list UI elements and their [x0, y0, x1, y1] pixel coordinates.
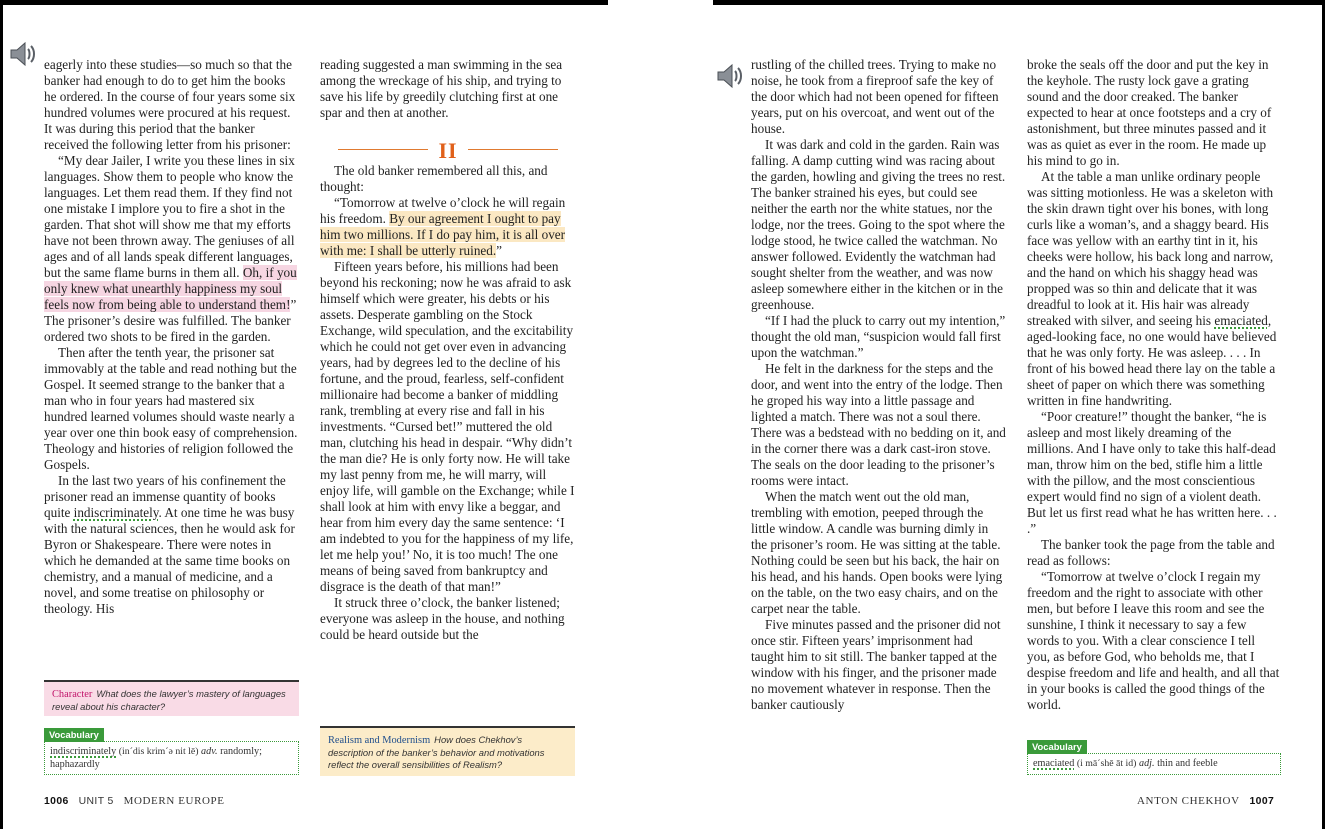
left-column-1 [44, 57, 300, 617]
paragraph: eagerly into these studies—so much so that the banker had enough to do to get him the books he ordered. In the course of four years some six hundred volumes were procured at his request. It was during this period that the banker received the following letter from his prisoner: [44, 57, 296, 152]
chapter-number: II [438, 138, 458, 163]
paragraph: When the match went out the old man, trembling with emotion, peeped through the little window. A candle was burning dimly in the prisoner’s room. He was sitting at the table. Nothing could be seen but his back, the hair on his head, and his hands. Open books were lying on the table, on the two easy chairs, and on the carpet near the table. [751, 489, 1003, 616]
highlighted-passage[interactable]: Oh, if you only knew what unearthly happiness my soul feels now from being able to understand them! [44, 265, 297, 312]
callout-category: Realism and Modernism [328, 735, 431, 746]
left-footer [44, 795, 225, 807]
paragraph: He felt in the darkness for the steps and the door, and went into the entry of the lodge. Then he groped his way into a little passage and lighted a match. There was not a soul there. There was a bedstead with no bedding on it, and in the corner there was a dark cast-iron stove. The seals on the door leading to the prisoner’s rooms were intact. [751, 361, 1006, 488]
paragraph: “My dear Jailer, I write you these lines in six languages. Show them to people who know the languages. Let them read them. If they find not one mistake I implore you to fire a shot in the garden. That shot will show me that my efforts have not been thrown away. The geniuses of all ages and of all lands speak different languages, but the same flame burns in them all. Oh, if you only knew what unearthly happiness my soul feels now from being able to understand them!” The prisoner’s desire was fulfilled. The banker ordered two shots to be fired in the garden. [44, 153, 297, 344]
vocabulary-box [44, 741, 299, 775]
callout-question: What does the lawyer’s mastery of languages reveal about his character? [52, 688, 286, 712]
left-column-2-cont [320, 163, 575, 643]
page-number: 1007 [1249, 796, 1275, 807]
page-number: 1006 [44, 796, 69, 807]
speaker-icon[interactable] [714, 60, 746, 92]
paragraph: It struck three o’clock, the banker listened; everyone was asleep in the house, and nothing could be heard outside but the [320, 595, 565, 642]
paragraph: Fifteen years before, his millions had been beyond his reckoning; now he was afraid to ask himself which were greater, his debts or his assets. Desperate gambling on the Stock Exchange, wild speculation, and the excitability which he could not get over even in advancing years, had by degrees led to the decline of his fortune, and the proud, fearless, self-confident millionaire had become a banker of middling rank, trembling at every rise and fall in his investments. “Cursed bet!” muttered the old man, clutching his head in despair. “Why didn’t the man die? He is only forty now. He will take my last penny from me, he will marry, will enjoy life, will gamble on the Exchange; while I shall look at him with envy like a beggar, and hear from him every day the same sentence: ‘I am indebted to you for the happiness of my life, let me help you!’ No, it is too much! The one means of being saved from bankruptcy and disgrace is the death of that man!” [320, 259, 575, 594]
realism-callout [320, 726, 575, 776]
vocab-definition: thin and feeble [1157, 758, 1218, 769]
right-column-2 [1027, 57, 1281, 713]
vocab-part-of-speech: adj. [1138, 758, 1155, 769]
unit-title: MODERN EUROPE [123, 795, 225, 807]
right-column-1 [751, 57, 1007, 713]
paragraph: The banker took the page from the table and read as follows: [1027, 537, 1275, 568]
paragraph: It was dark and cold in the garden. Rain was falling. A damp cutting wind was racing about the garden, howling and giving the trees no rest. The banker strained his eyes, but could see neither the earth nor the white statues, nor the lodge, nor the trees. Going to the spot where the lodge stood, he twice called the watchman. No answer followed. Evidently the watchman had sought shelter from the weather, and was now asleep somewhere either in the kitchen or in the greenhouse. [751, 137, 1006, 312]
vocabulary-tag: Vocabulary [1027, 740, 1087, 754]
paragraph: “Tomorrow at twelve o’clock I regain my freedom and the right to associate with other men, but before I leave this room and see the sunshine, I think it necessary to say a few words to you. With a clear conscience I tell you, as before God, who beholds me, that I despise freedom and life and health, and all that in your books is called the good things of the world. [1027, 569, 1280, 712]
paragraph: Five minutes passed and the prisoner did not once stir. Fifteen years’ imprisonment had taught him to sit still. The banker tapped at the window with his finger, and the prisoner made no movement whatever in response. Then the banker cautiously [751, 617, 1001, 712]
highlighted-passage[interactable]: By our agreement I ought to pay him two millions. If I do pay him, it is all over with me: I shall be utterly ruined. [320, 211, 566, 258]
paragraph: rustling of the chilled trees. Trying to make no noise, he took from a fireproof safe the key of the door which had not been opened for fifteen years, put on his overcoat, and went out of the house. [751, 57, 999, 136]
paragraph: “Poor creature!” thought the banker, “he is asleep and most likely dreaming of the millions. And I have only to take this half-dead man, throw him on the bed, stifle him a little with the pillow, and the most conscientious expert would find no sign of a violent death. But let us first read what he has written here. . . .” [1027, 409, 1277, 536]
page-gutter [608, 0, 713, 829]
speaker-icon[interactable] [7, 38, 39, 70]
author-name: ANTON CHEKHOV [1137, 795, 1240, 807]
chapter-heading [320, 138, 575, 163]
left-column-2 [320, 57, 575, 121]
callout-category: Character [52, 689, 93, 700]
vocab-term[interactable]: indiscriminately [50, 746, 117, 757]
callout-question: How does Chekhov’s description of the banker’s behavior and motivations reflect the overall sensibilities of Realism? [328, 734, 545, 770]
paragraph: The old banker remembered all this, and thought: [320, 163, 548, 194]
vocab-pronunciation: (in´dis krim´ə nit lē) [118, 746, 199, 757]
paragraph: In the last two years of his confinement the prisoner read an immense quantity of books quite indiscriminately. At one time he was busy with the natural sciences, then he would ask for Byron or Shakespeare. There were notes in which he demanded at the same time books on chemistry, and a manual of medicine, and a novel, and some treatise on philosophy or theology. His [44, 473, 295, 616]
paragraph: broke the seals off the door and put the key in the keyhole. The rusty lock gave a grating sound and the door creaked. The banker expected to hear at once footsteps and a cry of astonishment, but three minutes passed and it was as quiet as ever in the room. He made up his mind to go in. [1027, 57, 1272, 168]
vocab-pronunciation: (i mā´shē āt id) [1076, 758, 1137, 769]
paragraph: “If I had the pluck to carry out my intention,” thought the old man, “suspicion would fall first upon the watchman.” [751, 313, 1006, 360]
vocab-term[interactable]: emaciated [1033, 758, 1075, 769]
vocabulary-box [1027, 753, 1281, 775]
paragraph: reading suggested a man swimming in the sea among the wreckage of his ship, and trying to save his life by greedily clutching first at one spar and then at another. [320, 57, 563, 120]
vocab-definition: randomly; haphazardly [50, 746, 262, 770]
unit-label: UNIT 5 [78, 796, 114, 807]
character-callout [44, 680, 299, 716]
vocabulary-word[interactable]: indiscriminately [73, 505, 159, 520]
paragraph: At the table a man unlike ordinary people was sitting motionless. He was a skeleton with the skin drawn tight over his bones, with long curls like a woman’s, and a shaggy beard. His face was yellow with an earthy tint in it, his cheeks were hollow, his back long and narrow, and the hand on which his shaggy head was propped was so thin and delicate that it was dreadful to look at it. His hair was already streaked with silver, and seeing his emaciated, aged-looking face, no one would have believed that he was only forty. He was asleep. . . . In front of his bowed head there lay on the table a sheet of paper on which there was something written in fine handwriting. [1027, 169, 1277, 408]
vocabulary-word[interactable]: emaciated [1214, 313, 1268, 328]
paragraph: Then after the tenth year, the prisoner sat immovably at the table and read nothing but the Gospel. It seemed strange to the banker that a man who in four years had mastered six hundred learned volumes should waste nearly a year over one thin book easy of comprehension. Theology and histories of religion followed the Gospels. [44, 345, 298, 472]
right-footer [1137, 795, 1274, 807]
chapter-rule [338, 149, 428, 150]
vocabulary-tag: Vocabulary [44, 728, 104, 742]
vocab-part-of-speech: adv. [201, 746, 218, 757]
chapter-rule [468, 149, 558, 150]
paragraph: “Tomorrow at twelve o’clock he will regain his freedom. By our agreement I ought to pay him two millions. If I do pay him, it is all over with me: I shall be utterly ruined.” [320, 195, 566, 258]
